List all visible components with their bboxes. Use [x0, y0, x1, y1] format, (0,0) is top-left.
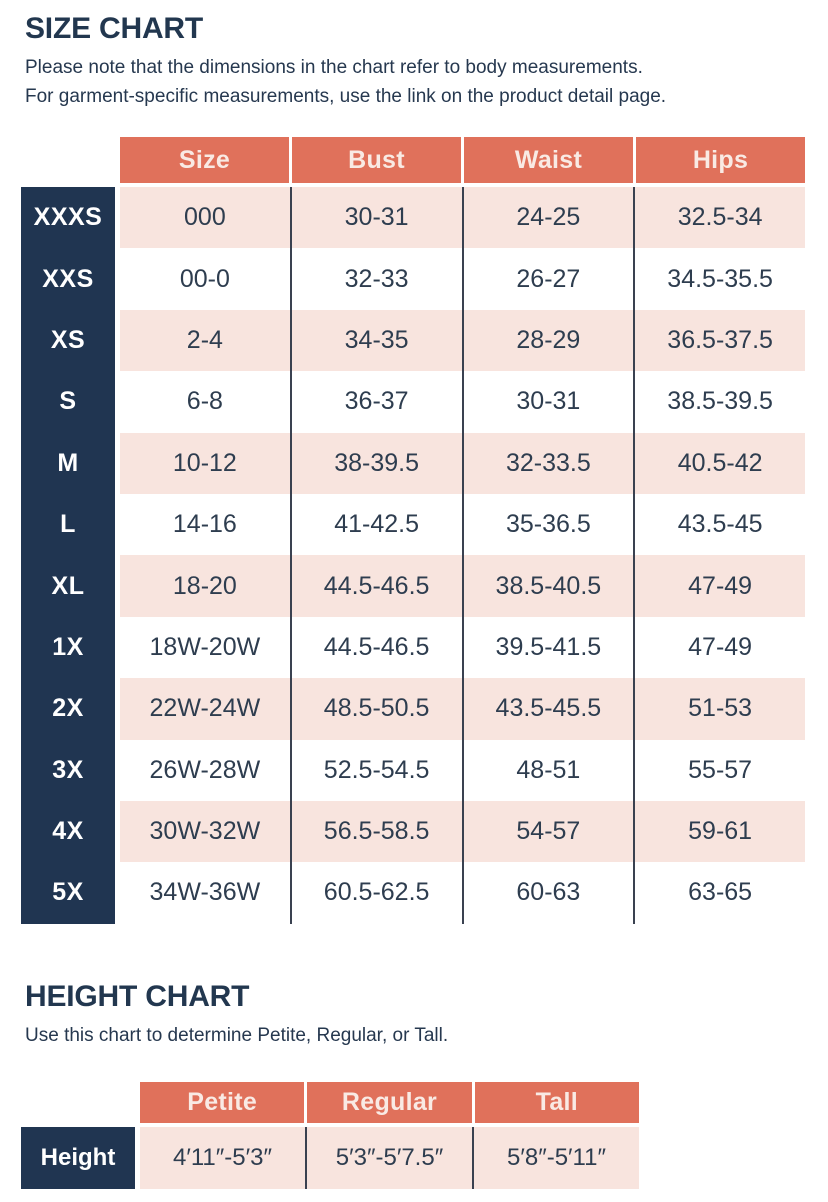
hips-cell: 55-57 [633, 740, 805, 801]
hips-cell: 34.5-35.5 [633, 248, 805, 309]
waist-cell: 48-51 [462, 740, 634, 801]
hips-cell: 51-53 [633, 678, 805, 739]
table-row [21, 494, 805, 555]
column-header-bust: Bust [292, 137, 461, 183]
row-label: XS [21, 310, 115, 371]
size-cell: 000 [184, 203, 226, 232]
bust-cell: 48.5-50.5 [290, 678, 462, 739]
row-label: 1X [21, 617, 115, 678]
row-label: 4X [21, 801, 115, 862]
hips-cell: 32.5-34 [633, 187, 805, 248]
height-row-label: Height [21, 1127, 135, 1189]
height-chart-title: HEIGHT CHART [25, 979, 250, 1013]
row-data [120, 801, 805, 862]
row-data [120, 617, 805, 678]
bust-cell: 60.5-62.5 [290, 862, 462, 923]
bust-cell: 56.5-58.5 [290, 801, 462, 862]
bust-cell: 44.5-46.5 [290, 555, 462, 616]
bust-cell: 32-33 [290, 248, 462, 309]
bust-cell: 52.5-54.5 [290, 740, 462, 801]
size-cell: 26W-28W [149, 755, 261, 784]
hips-cell: 43.5-45 [633, 494, 805, 555]
row-label: M [21, 433, 115, 494]
row-label: L [21, 494, 115, 555]
bust-cell: 44.5-46.5 [290, 617, 462, 678]
subtitle-line-1: Please note that the dimensions in the chart refer to body measurements. [25, 57, 643, 78]
size-chart-table [21, 137, 805, 924]
row-data [120, 433, 805, 494]
size-chart-title: SIZE CHART [25, 12, 204, 45]
bust-cell: 30-31 [290, 187, 462, 248]
row-label: XL [21, 555, 115, 616]
hips-cell: 59-61 [633, 801, 805, 862]
waist-cell: 24-25 [462, 187, 634, 248]
table-row [21, 433, 805, 494]
height-chart-subtitle: Use this chart to determine Petite, Regular, or Tall. [25, 1024, 449, 1046]
size-cell: 18-20 [172, 571, 237, 600]
hips-cell: 47-49 [633, 617, 805, 678]
row-label: XXS [21, 248, 115, 309]
height-table-row [21, 1127, 639, 1189]
row-label: 2X [21, 678, 115, 739]
table-row [21, 740, 805, 801]
table-row [21, 801, 805, 862]
table-row [21, 862, 805, 923]
column-header-hips: Hips [636, 137, 805, 183]
waist-cell: 39.5-41.5 [462, 617, 634, 678]
row-label: 3X [21, 740, 115, 801]
table-row [21, 617, 805, 678]
bust-cell: 36-37 [290, 371, 462, 432]
size-cell: 10-12 [172, 448, 237, 477]
subtitle-line-2: For garment-specific measurements, use the link on the product detail page. [25, 86, 667, 107]
waist-cell: 28-29 [462, 310, 634, 371]
size-cell: 30W-32W [149, 817, 261, 846]
size-cell: 00-0 [179, 264, 230, 293]
waist-cell: 43.5-45.5 [462, 678, 634, 739]
table-row [21, 371, 805, 432]
column-header-tall: Tall [475, 1082, 639, 1123]
waist-cell: 35-36.5 [462, 494, 634, 555]
waist-cell: 54-57 [462, 801, 634, 862]
table-row [21, 678, 805, 739]
table-row [21, 187, 805, 248]
waist-cell: 38.5-40.5 [462, 555, 634, 616]
bust-cell: 34-35 [290, 310, 462, 371]
row-label: S [21, 371, 115, 432]
hips-cell: 40.5-42 [633, 433, 805, 494]
column-header-regular: Regular [307, 1082, 471, 1123]
bust-cell: 41-42.5 [290, 494, 462, 555]
height-row-data [140, 1127, 639, 1189]
column-header-size: Size [120, 137, 289, 183]
size-table-body [21, 187, 805, 924]
row-data [120, 862, 805, 923]
size-cell: 14-16 [172, 510, 237, 539]
table-row [21, 248, 805, 309]
table-row [21, 310, 805, 371]
regular-range-cell: 5′3″-5′7.5″ [305, 1127, 472, 1189]
size-table-header-row [120, 137, 805, 183]
size-cell: 18W-20W [149, 632, 261, 661]
size-cell: 34W-36W [149, 878, 261, 907]
size-cell: 22W-24W [149, 694, 261, 723]
petite-range-cell: 4′11″-5′3″ [173, 1143, 272, 1171]
waist-cell: 30-31 [462, 371, 634, 432]
row-data [120, 740, 805, 801]
height-chart-table [21, 1082, 639, 1189]
height-table-header-row [140, 1082, 639, 1123]
size-cell: 6-8 [186, 387, 223, 416]
hips-cell: 63-65 [633, 862, 805, 923]
row-data [120, 310, 805, 371]
row-data [120, 248, 805, 309]
tall-range-cell: 5′8″-5′11″ [472, 1127, 639, 1189]
size-chart-section [0, 14, 828, 924]
column-header-waist: Waist [464, 137, 633, 183]
size-cell: 2-4 [186, 325, 223, 354]
size-chart-subtitle [25, 53, 828, 111]
height-chart-section [0, 979, 828, 1189]
column-header-petite: Petite [140, 1082, 304, 1123]
row-label: XXXS [21, 187, 115, 248]
row-data [120, 494, 805, 555]
row-data [120, 187, 805, 248]
row-data [120, 371, 805, 432]
waist-cell: 60-63 [462, 862, 634, 923]
waist-cell: 32-33.5 [462, 433, 634, 494]
bust-cell: 38-39.5 [290, 433, 462, 494]
row-data [120, 678, 805, 739]
hips-cell: 36.5-37.5 [633, 310, 805, 371]
hips-cell: 38.5-39.5 [633, 371, 805, 432]
table-row [21, 555, 805, 616]
hips-cell: 47-49 [633, 555, 805, 616]
row-data [120, 555, 805, 616]
row-label: 5X [21, 862, 115, 923]
waist-cell: 26-27 [462, 248, 634, 309]
